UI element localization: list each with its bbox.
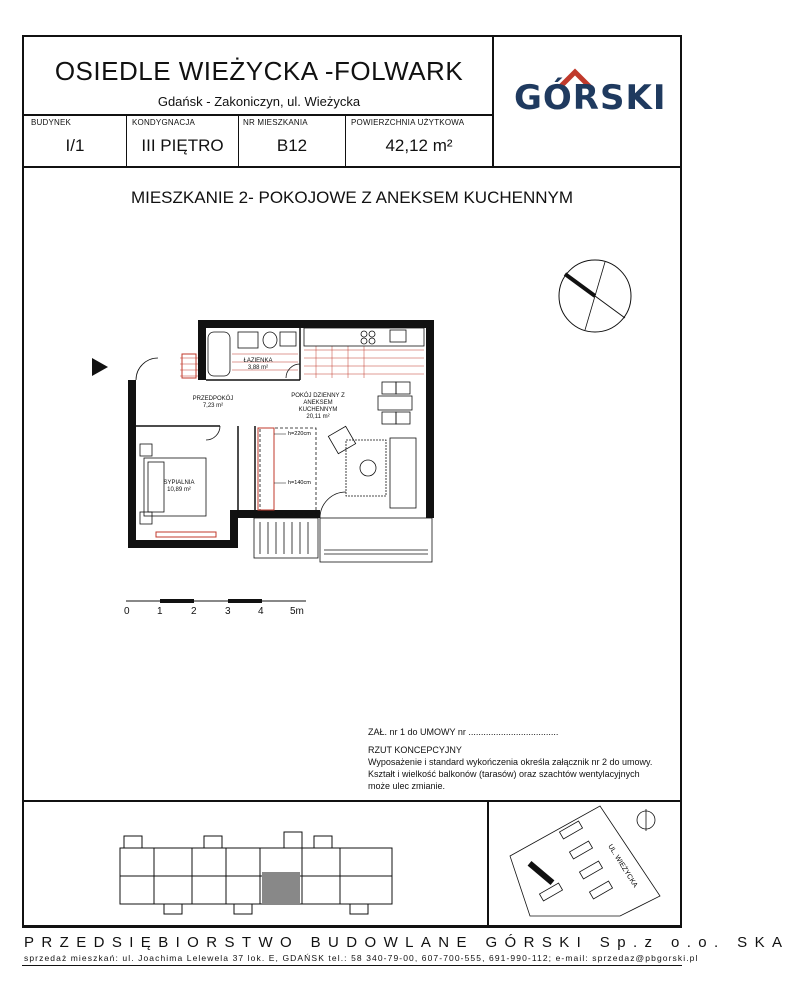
field-value-floor: III PIĘTRO — [141, 136, 224, 155]
scale-label: 2 — [191, 606, 197, 617]
radiator — [182, 354, 196, 378]
site-outline — [510, 806, 660, 916]
balcony-large — [320, 518, 432, 562]
highlighted-apartment — [262, 872, 300, 904]
field-value-building: I/1 — [65, 136, 85, 155]
entrance-arrow-icon — [90, 356, 110, 378]
bedroom-door-swing — [206, 426, 220, 440]
entrance-door-swing — [136, 358, 158, 380]
notes-text: Kształt i wielkość balkonów (tarasów) oraz szachtów wentylacyjnych — [368, 769, 640, 779]
compass-needle-south — [595, 296, 625, 318]
doors — [136, 358, 346, 518]
chair — [382, 382, 396, 394]
compass-icon — [555, 256, 635, 336]
header-bottom-line — [22, 166, 682, 168]
compass-cross — [585, 262, 605, 330]
height-label-140: h=140cm — [288, 480, 311, 486]
wall-north-west — [198, 320, 206, 380]
chair — [382, 412, 396, 424]
radiators — [156, 354, 216, 537]
field-label-floor: KONDYGNACJA — [132, 118, 196, 127]
hob-burner — [361, 338, 367, 344]
footer-bottom-line — [22, 965, 682, 966]
lower-panel-top — [22, 800, 682, 802]
site-building — [569, 841, 592, 859]
key-plan-outline — [120, 832, 392, 914]
compass-needle-north — [565, 274, 595, 296]
wall-corner — [230, 510, 238, 548]
hob-burner — [369, 338, 375, 344]
room-name-bedroom: SYPIALNIA — [163, 480, 195, 486]
armchair — [328, 426, 355, 453]
scale-segment — [228, 599, 262, 603]
balcony-mark — [314, 836, 332, 848]
room-label-bedroom — [154, 480, 204, 494]
balcony-mark — [124, 836, 142, 848]
low-ceiling-zone — [260, 428, 316, 514]
stair-core — [284, 832, 302, 848]
room-area-hall: 7,23 m² — [202, 403, 224, 409]
field-value-apartment-no: B12 — [276, 136, 308, 155]
toilet — [280, 332, 296, 346]
footer-top-line — [22, 926, 682, 928]
nightstand — [140, 444, 152, 456]
room-label-hall — [188, 396, 238, 410]
footer-company: PRZEDSIĘBIORSTWO BUDOWLANE GÓRSKI Sp.z o.o. SKA — [24, 934, 789, 951]
rug — [346, 440, 386, 496]
lower-panel-divider — [487, 800, 489, 926]
building-key-plan — [114, 826, 404, 926]
scale-bar — [124, 596, 314, 606]
project-title: OSIEDLE WIEŻYCKA -FOLWARK — [54, 56, 464, 86]
street-label: UL. WIEŻYCKA — [606, 843, 639, 889]
bathtub — [208, 332, 230, 376]
room-name-living: POKÓJ DZIENNY Z ANEKSEM KUCHENNYM — [291, 393, 345, 413]
balcony-mark — [164, 904, 182, 914]
site-building — [559, 821, 582, 839]
header-divider — [492, 35, 494, 167]
balcony-door-swing — [320, 492, 346, 518]
wall-north — [198, 320, 434, 328]
wall-south-bedroom — [128, 540, 238, 548]
balcony-mark — [234, 904, 252, 914]
room-name-hall: PRZEDPOKÓJ — [192, 396, 234, 402]
notes-text: Wyposażenie i standard wykończenia określa załącznik nr 2 do umowy. — [368, 757, 653, 767]
coffee-table — [360, 460, 376, 476]
balcony-mark — [350, 904, 368, 914]
chair — [396, 382, 410, 394]
radiator — [156, 532, 216, 537]
notes-text: może ulec zmianie. — [368, 781, 446, 791]
balconies — [254, 518, 432, 562]
field-label-building: BUDYNEK — [31, 118, 72, 127]
kitchen-tiles — [304, 346, 424, 378]
hob-burner — [369, 331, 375, 337]
scale-segment — [160, 599, 194, 603]
scale-label: 1 — [157, 606, 163, 617]
room-area-living: 20,11 m² — [306, 414, 330, 420]
nightstand — [140, 512, 152, 524]
apartment-title: MIESZKANIE 2- POKOJOWE Z ANEKSEM KUCHENNYM — [130, 188, 574, 207]
dining-table — [378, 396, 412, 410]
room-name-bathroom: ŁAZIENKA — [243, 358, 273, 364]
room-label-living — [288, 393, 348, 421]
footer-contact: sprzedaż mieszkań: ul. Joachima Lelewela 37 lok. E, GDAŃSK tel.: 58 340-79-00, 607-700-555, 691-990-112; e-mail: sprzedaz@pbgorski.pl — [24, 953, 699, 963]
scale-label: 0 — [124, 606, 130, 617]
height-label-220: h=220cm — [288, 431, 311, 437]
highlighted-building — [528, 861, 555, 885]
logo-text: GÓRSKI — [514, 78, 667, 118]
wall-west — [128, 380, 136, 546]
site-plan — [500, 806, 670, 922]
header-row-divider — [22, 114, 494, 116]
scale-label: 4 — [258, 606, 264, 617]
notes-block — [368, 726, 652, 792]
hob-burner — [361, 331, 367, 337]
annex-line: ZAŁ. nr 1 do UMOWY nr .................................... — [368, 727, 559, 737]
field-label-area: POWIERZCHNIA UŻYTKOWA — [351, 118, 465, 127]
room-area-bedroom: 10,89 m² — [167, 487, 191, 493]
site-building — [589, 881, 612, 899]
floor-plan — [120, 318, 440, 568]
room-label-bathroom — [238, 358, 278, 372]
field-value-area: 42,12 m² — [385, 136, 453, 155]
balcony-mark — [204, 836, 222, 848]
washing-machine — [238, 332, 258, 348]
sink — [263, 332, 277, 348]
chair — [396, 412, 410, 424]
wall-east — [426, 320, 434, 518]
site-building — [539, 883, 562, 901]
site-building — [579, 861, 602, 879]
notes-heading: RZUT KONCEPCYJNY — [368, 745, 462, 755]
living-furniture — [260, 426, 416, 514]
project-address: Gdańsk - Zakoniczyn, ul. Wieżycka — [157, 94, 361, 109]
kitchen-sink — [390, 330, 406, 342]
entrance-arrow-shape — [92, 358, 108, 376]
room-area-bathroom: 3,88 m² — [247, 365, 269, 371]
scale-label: 5m — [290, 606, 304, 617]
field-label-apartment-no: NR MIESZKANIA — [243, 118, 308, 127]
sofa — [390, 438, 416, 508]
bathroom-door-swing — [286, 364, 300, 378]
scale-label: 3 — [225, 606, 231, 617]
